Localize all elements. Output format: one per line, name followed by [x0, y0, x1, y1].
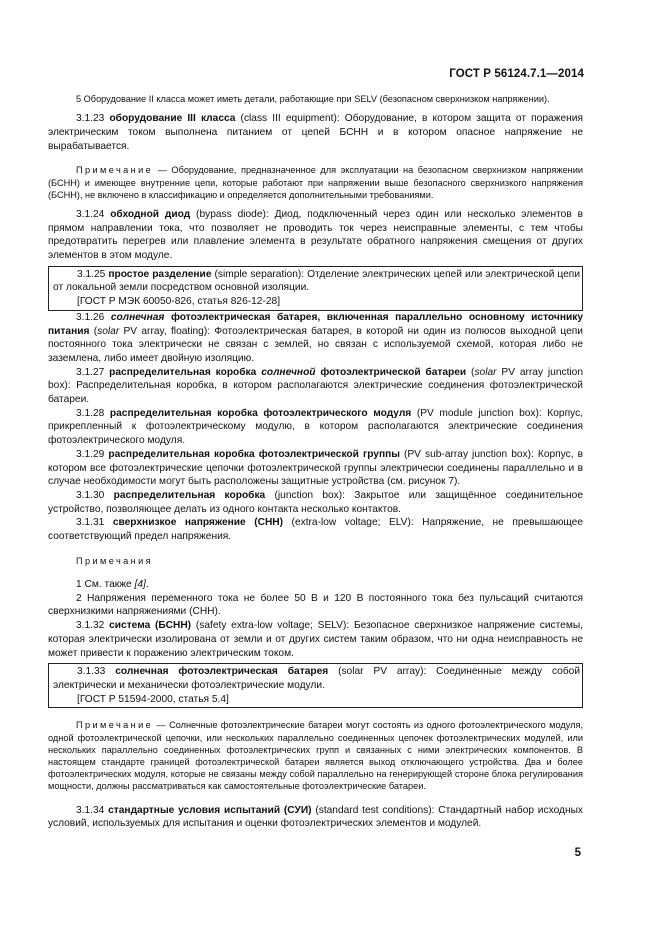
term-definition-start: ( — [89, 325, 98, 337]
note-3-1-23 — [48, 164, 583, 201]
term-number: 3.1.31 — [76, 517, 113, 529]
term-title: система (БСНН) — [109, 620, 192, 632]
note-label: Примечание — [76, 165, 154, 176]
boxed-term-3-1-33 — [48, 663, 583, 708]
term-definition-italic: solar — [97, 325, 120, 337]
term-number: 3.1.23 — [76, 113, 110, 125]
term-title: простое разделение — [108, 268, 212, 280]
bibliography-ref: [4] — [134, 579, 146, 590]
term-definition: (bypass diode): Диод, подключенный через один или несколько элементов в прямом направлении тока, что позволяет не проводить ток через неисправные элементы, с тем чтобы предотвратить перегрев или плавление элемента в результате обратного напряжения смещения от других элементов в этом модуле. — [48, 208, 584, 262]
term-number: 3.1.24 — [76, 208, 111, 220]
term-definition: (PV sub-array junction box): Корпус, в котором все фотоэлектрические цепочки фотоэлектрической группы электрически соединены параллельно и в случае необходимости могут быть расположены защитные устройства (см. рисунок 7). — [48, 448, 584, 488]
term-title: распределительная коробка фотоэлектрического модуля — [109, 407, 412, 419]
term-definition: (solar PV array): Соединенные между собой электрически и механически фотоэлектрические модули. — [53, 666, 581, 691]
note-text: 1 См. также — [76, 579, 135, 590]
standard-designation: ГОСТ Р 56124.7.1—2014 — [449, 68, 584, 80]
term-definition: PV array junction box): Распределительная коробка, в котором располагаются электрические соединения фотоэлектрической батареи. — [48, 366, 584, 406]
term-title-start: распределительная коробка — [109, 366, 262, 378]
notes-heading-label: Примечания — [76, 555, 154, 566]
term-number: 3.1.26 — [76, 311, 111, 323]
term-3-1-33 — [53, 665, 580, 692]
term-title: распределительная коробка фотоэлектрической группы — [108, 448, 400, 460]
term-definition-italic: solar — [474, 366, 497, 378]
term-3-1-29 — [48, 448, 583, 489]
note-1 — [48, 578, 583, 592]
term-title-end: фотоэлектрической батареи — [315, 366, 467, 378]
term-number: 3.1.33 — [77, 666, 116, 678]
term-title: обходной диод — [110, 208, 191, 220]
term-definition: (junction box): Закрытое или защищённое соединительное устройство, позволяющее делать из одного контакта несколько контактов. — [48, 489, 584, 515]
term-definition: (extra-low voltage; ELV): Напряжение, не превышающее соответствующий предел напряжения. — [48, 517, 583, 543]
page-number: 5 — [574, 847, 581, 859]
term-3-1-27 — [48, 366, 583, 407]
note-5: 5 Оборудование II класса может иметь детали, работающие при SELV (безопасном сверхнизком напряжении). — [76, 94, 550, 104]
notes-heading — [48, 555, 583, 567]
page-content — [48, 93, 583, 831]
term-3-1-23 — [48, 112, 583, 153]
term-definition: (standard test conditions): Стандартный набор исходных условий, используемых для испытания и оценки фотоэлектрических элементов и модулей. — [48, 804, 583, 830]
term-title: фотоэлектрическая батарея, включенная параллельно основному источнику питания — [48, 311, 583, 337]
term-number: 3.1.34 — [76, 804, 109, 816]
term-number: 3.1.30 — [76, 489, 114, 501]
term-definition: PV array, floating): Фотоэлектрическая батарея, в которой ни один из полюсов выходной цепи постоянного тока электрически не связан с землей, но связан с используемой схемой, которая либо не заземлена, либо имеет двойную изоляцию. — [48, 325, 583, 364]
note-text: — Оборудование, предназначенное для эксплуатации на безопасном сверхнизком напряжении (БСНН) и имеющее внутренние цепи, которые работают при напряжении выше безопасного сверхнизкого напряжения (БСНН), не включено в классификацию и определяется дополнительными требованиями. — [48, 165, 583, 200]
term-title: солнечная фотоэлектрическая батарея — [115, 666, 329, 678]
note-2: 2 Напряжения переменного тока не более 50 В и 120 В постоянного тока без пульсаций считаются сверхнизкими напряжениями (СНН). — [48, 592, 583, 618]
term-definition: (PV module junction box): Корпус, прикрепленный к фотоэлектрическому модулю, в котором располагаются электрические соединения фотоэлектрического модуля. — [48, 407, 583, 447]
note-3-1-33 — [48, 719, 583, 792]
term-number: 3.1.32 — [76, 620, 110, 632]
term-3-1-32 — [48, 619, 583, 660]
term-definition: (class III equipment): Оборудование, в котором защита от поражения электрическим током выполнена питанием от цепей БСНН и в котором опасное напряжение не вырабатывается. — [48, 113, 583, 152]
term-title-italic: солнечная — [110, 311, 165, 323]
term-3-1-28 — [48, 407, 583, 448]
term-3-1-24 — [48, 208, 583, 263]
term-number: 3.1.25 — [77, 268, 109, 280]
note-text: — Солнечные фотоэлектрические батареи могут состоять из одного фотоэлектрического модуля, одной фотоэлектрической цепочки, или нескольких параллельно соединенных цепочек фотоэлектрических модулей, или нескольких параллельно соединенных фотоэлектрических групп и связанных с ними электрических компонентов. В настоящем стандарте границей фотоэлектрической батареи является выход отключающего устройства. Два и более фотоэлектрических модуля, которые не связаны между собой параллельно на генерирующей стороне блока регулирования мощности, должны рассматриваться как самостоятельные фотоэлектрические батареи. — [48, 720, 583, 792]
term-number: 3.1.27 — [76, 366, 110, 378]
term-title-italic: солнечной — [261, 366, 316, 378]
term-title: сверхнизкое напряжение (СНН) — [112, 517, 284, 529]
term-source-ref: [ГОСТ Р МЭК 60050-826, статья 826-12-28] — [77, 296, 281, 308]
term-definition: (simple separation): Отделение электрических цепей или электрической цепи от локальной земли посредством основной изоляции. — [53, 268, 581, 294]
term-definition: (safety extra-low voltage; SELV): Безопасное сверхнизкое напряжение системы, которая электрически изолирована от земли и от других систем таким образом, что ни одна неисправность не может привести к поражению электрическим током. — [48, 620, 583, 659]
boxed-term-3-1-25 — [48, 266, 583, 311]
term-title: стандартные условия испытаний (СУИ) — [108, 804, 312, 816]
term-number: 3.1.28 — [76, 407, 110, 419]
term-3-1-30 — [48, 489, 583, 516]
term-title: распределительная коробка — [113, 489, 266, 501]
term-definition-start: ( — [466, 366, 475, 378]
note-end: . — [145, 579, 149, 590]
term-3-1-26 — [48, 311, 583, 366]
term-title: оборудование III класса — [109, 113, 236, 125]
term-source-ref: [ГОСТ Р 51594-2000, статья 5.4] — [77, 693, 229, 705]
term-3-1-25 — [53, 268, 580, 295]
document-header — [449, 68, 584, 80]
term-3-1-31 — [48, 516, 583, 543]
term-number: 3.1.29 — [76, 448, 109, 460]
term-3-1-34 — [48, 804, 583, 831]
note-label: Примечание — [76, 720, 154, 731]
